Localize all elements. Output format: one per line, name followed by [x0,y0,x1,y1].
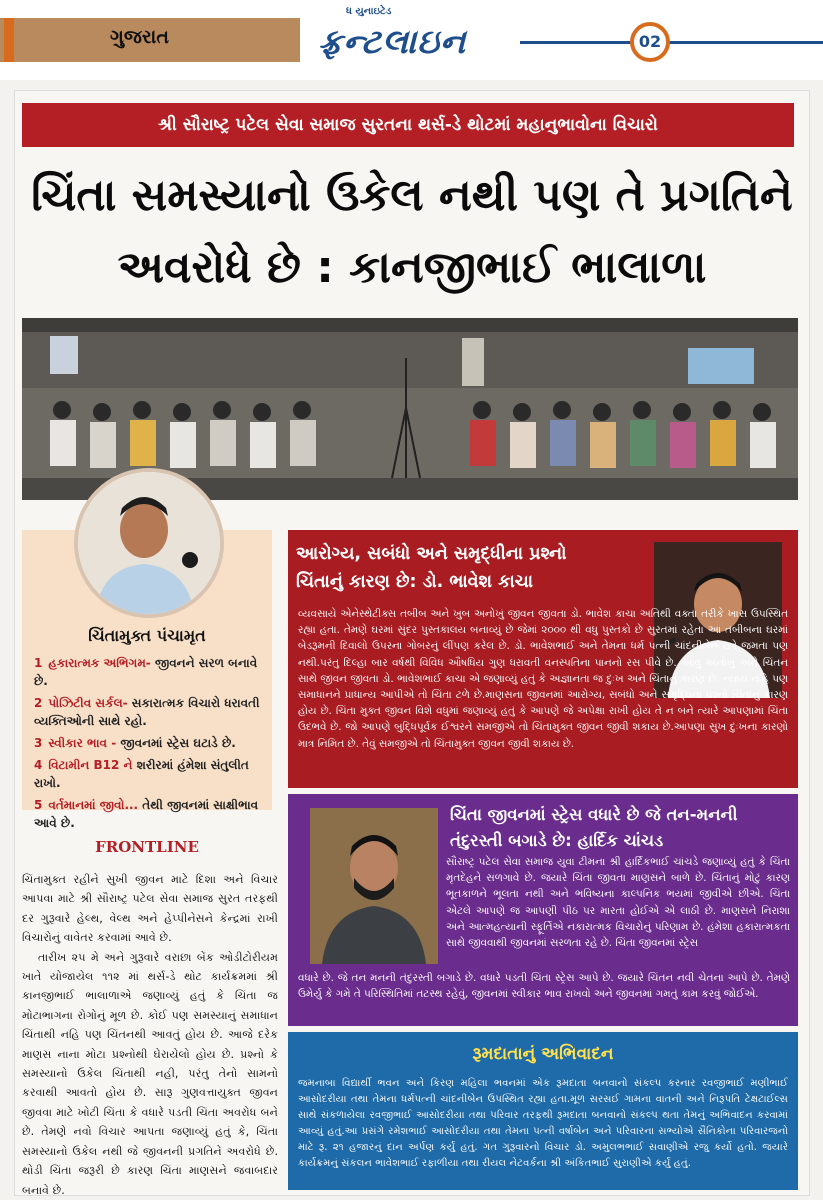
article-body-part-2: વધારે છે. જે તન મનની તંદુરસ્તી બગાડે છે. વધારે પડતી ચિંતા સ્ટ્રેસ આપે છે. જયારે ચિંતન નવી ચેતના આપે છે. તેમણે ઉમેર્યુ કે ગમે તે પરિસ્થિતિમાં તટસ્થ રહેવું, જીવનમાં સ્વીકાર ભાવ રાખવો અને જીવનમાં ગમતું કામ કરવું જોઈએ. [298,972,790,1001]
headline-line-2: અવરોધે છે : કાનજીભાઈ ભાલાળા [117,242,707,293]
list-item: 2 પોઝિટીવ સર્કલ- સકારાત્મક વિચારો ધરાવતી વ્યક્તિઓની સાથે રહો. [34,696,260,728]
portrait-kanjibhai [74,468,224,618]
main-paragraph-1: ચિંતામુક્ત રહીને સુખી જીવન માટે દિશા અને વિચાર આપવા માટે શ્રી સૌરાષ્ટ્ર પટેલ સેવા સમાજ સુરત તરફથી દર ગુરૂવારે હેલ્થ, વેલ્થ અને હેપ્પીનેસને કેન્દ્રમાં રાખી વિચારોનું વાવેતર કરવામાં આવે છે. [22,873,278,945]
article-body: જમનાબા વિદ્યાર્થી ભવન અને કિરણ મહિલા ભવનમાં એક રૂમદાતા બનવાનો સંકલ્પ કરનાર રવજીભાઈ મણીભાઈ આસોદરીયા તથા તેમના ધર્મપત્ની ચાંદનીબેન ઉપસ્થિત રહ્યા હતા.મૂળ સરસઈ ગામના વાતની અને નિરૂપતિ ટેક્ષટાઈલ્સ સાથે સંકળાયેલા રવજીભાઈ આસોદરીયા તથા પરિવાર તરફથી રૂમદાતા બનવાનો સંકલ્પ થતા તેમનું અભિવાદન કરવામાં આવ્યું હતું.આ પ્રસંગે રમેશભાઈ આસોદરીયા તથા તેમના પત્ની વર્ષાબેન અને પરિવારના સભ્યોએ સૈનિકોના પરિવારજનો માટે રૂ. ૨૧ હજારનું દાન અર્પણ કર્યું હતું. ગત ગુરૂવારનો વિચાર ડો. અમુલભભાઈ સવાણીએ રજુ કર્યો હતો. જયારે કાર્યક્રમનું સંકલન ભાવેશભાઈ રફાળીયા તથા રીયલ નેટવર્કના શ્રી અંકિતભાઈ સુરાણીએ કર્યું હતું. [298,1078,788,1169]
article-title: રૂમદાતાનું અભિવાદન [472,1044,614,1064]
brand-small: ધ યુનાઇટેડ [346,6,392,17]
masthead-rule [520,41,823,44]
article-title-line-1: ચિંતા જીવનમાં સ્ટ્રેસ વધારે છે જે તન-મનની [450,805,738,824]
portrait-illustration [78,472,220,614]
headline-line-1: ચિંતા સમસ્યાનો ઉકેલ નથી પણ તે પ્રગતિને [31,170,793,221]
article-title-line-1: આરોગ્ય, સબંધો અને સમૃદ્ધીના પ્રશ્નો [296,544,567,564]
section-tab [0,18,300,62]
article-bhavesh-kacha [288,530,798,788]
article-title [296,540,646,596]
panchamrut-list [34,654,266,836]
list-item: 4 વિટામીન B12 ને શરીરમાં હંમેશા સંતુલીત રાખો. [34,758,249,790]
page-number: 02 [630,22,670,62]
photo-illustration [310,808,438,964]
headline [22,160,802,304]
section-stripe [4,18,14,62]
list-item: 3 સ્વીકાર ભાવ - જીવનમાં સ્ટ્રેસ ઘટાડે છે. [34,736,236,750]
article-title-line-2: તંદુરસ્તી બગાડે છે: હાર્દિક ચાંચડ [450,831,664,850]
article-body: વ્યવસાયે એનેસ્થેટીક્સ તબીબ અને ખુબ અનોખું જીવન જીવતા ડો. ભાવેશ કાચા અતિથી વક્તા તરીકે ખાસ ઉપસ્થિત રહ્યા હતા. તેમણે ઘરમાં સુંદર પુસ્તકાલય બનાવ્યું છે જેમાં ૨૦૦૦ થી વધુ પુસ્તકો છે સુરતમાં રહેતા આ તબીબના ઘરમાં બેડરૂમની દિવાલો ઉપરના ગોબરનું લીંપણ કરેલ છે. ડો. ભાવેશભાઈ અને તેમના ધર્મ પત્ની ચાંદનીબેન રાત્રે જમતા પણ નથી.પરંતુ દિલ્હા બાર વર્ષથી વિવિધ ઔષધિય ગુણ ધરાવતી વનસ્પતિના પાનનો રસ પીવે છે. આવું અનોખું અને ચિંતન સાથે જીવન જીવતા ડો. ભાવેશભાઈ કાચા એ જણાવ્યું હતું કે અજ્ઞાનતા જ દુઃખ અને ચિંતાનું કારણ છે. ન્યાય નહિ પણ સમાધાનને પ્રાધાન્ય આપીએ તો ચિંતા ટળે છે.માણસના જીવનમાં આરોગ્ય, સબંધો અને સમૃદ્ધિના પ્રશ્નો ચિંતાનું કારણ હોય છે. ચિંતા મુક્ત જીવન વિશે વધુમાં જણાવ્યું હતું કે આપણે જે અપેક્ષા રાખી હોય તે ન બને ત્યારે આપણામાં ચિંતા ઉદભવે છે. જો આપણે બુદ્ધિપૂર્વક ઈશ્વરને સમજીએ તો ચિંતામુક્ત જીવન જીવી શકાય છે.આપણા સુખ દુઃખના કારણો માત્ર નિમિત છે. તેવું સમજીએ તો ચિંતામુક્ત જીવન જીવી શકાય છે. [298,608,788,750]
kicker: શ્રી સૌરાષ્ટ્ર પટેલ સેવા સમાજ સુરતના થર્સ-ડે થોટમાં મહાનુભાવોના વિચારો [22,103,794,147]
article-title [450,802,790,854]
list-item: 1 હકારાત્મક અભિગમ- જીવનને સરળ બનાવે છે. [34,656,258,688]
main-paragraph-2: તારીખ ૨૫ મે અને ગુરૂવારે વરાછા બેંક ઓડીટોરીયમ ખાતે યોજાયેલ ૧૧૨ માં થર્સ-ડે થોટ કાર્યક્રમમાં શ્રી કાનજીભાઈ ભાલાળાએ જણાવ્યું હતું કે ચિંતા જ મોટાભાગના રોગોનું મૂળ છે. કોઈ પણ સમસ્યાનું સમાધાન ચિંતાથી નહિ પણ ચિંતનથી આવતું હોય છે. આજે દરેક માણસ નાના મોટા પ્રશ્નોથી ઘેરાયેલો હોય છે. પ્રશ્નો કે સમસ્યાનો ઉકેલ ચિંતાથી નહી, પરંતુ તેનો સામનો કરવાથી આવતો હોય છે. સારૂ ગુણવત્તાયુક્ત જીવન જીવવા માટે ખોટી ચિંતા કે વધારે પડતી ચિંતા અવરોધ બને છે. તેમણે નવો વિચાર આપતા જણાવ્યું હતું કે, ચિંતા સમસ્યાનો ઉકેલ નથી જે જીવનની પ્રગતિને અવરોધે છે. થોડી ચિંતા જરૂરી છે કારણ ચિંતા માણસને જવાબદાર બનાવે છે. [22,950,278,1197]
section-label: ગુજરાત [110,26,169,48]
article-body-part-1: સૌરાષ્ટ્ર પટેલ સેવા સમાજ યુવા ટીમના શ્રી હાર્દિકભાઈ ચાંચડે જણાવ્યું હતું કે ચિંતા મૃતદેહને સળગાવે છે. જયારે ચિંતા જીવતા માણસને બાળે છે. ચિંતાનું મોટું કારણ ભૂતકાળને ભૂલતા નથી અને ભવિષ્યના કાલ્પનિક ભયમાં જીવીએ છીએ. ચિંતા એટલે આપણે જ આપણી પીઠ પર મારતા હોઈએ એ લાઠી છે. માણસને નિરાશા અને આત્મહત્યાની સ્ફૂર્તિએ નકારાત્મક વિચારોનું પરિણામ છે. હંમેશા હકારાત્મકતા સાથે જીવવાથી જીવનમાં સરળતા રહે છે. ચિંતા જીવનમાં સ્ટ્રેસ [446,856,790,950]
article-title-line-2: ચિંતાનું કારણ છે: ડો. ભાવેશ કાચા [296,572,534,592]
photo-hardik-chanchad [310,808,438,964]
main-article-body [22,870,278,1200]
list-item: 5 વર્તમાનમાં જીવો... તેથી જીવનમાં સાક્ષીભાવ આવે છે. [34,798,259,830]
article-roomdata [288,1032,798,1190]
article-hardik-chanchad [288,794,798,1026]
frontline-label: FRONTLINE [95,838,199,856]
brand-logo [318,6,518,72]
brand-name: ફ્રન્ટલાઇન [318,22,467,62]
masthead [0,0,823,80]
panchamrut-title: ચિંતામુક્ત પંચામૃત [88,626,206,645]
